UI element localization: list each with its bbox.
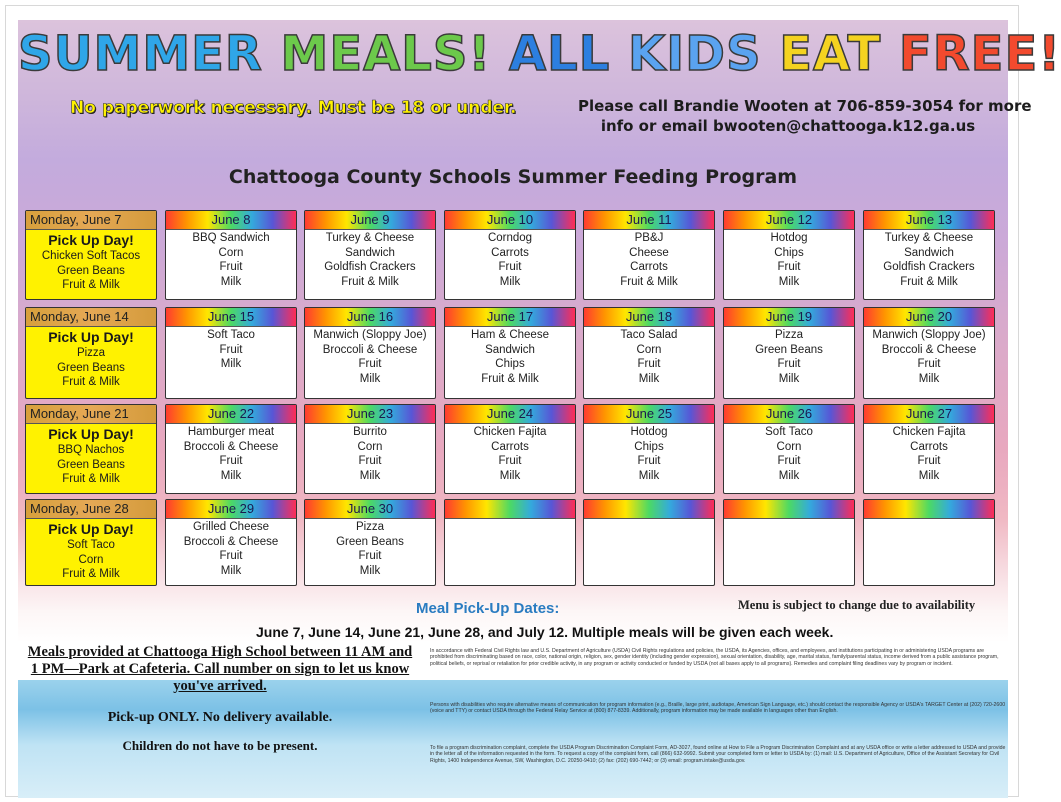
menu-day-cell xyxy=(583,499,715,586)
menu-items xyxy=(26,424,156,487)
pickup-day-cell xyxy=(25,499,157,586)
title-word: KIDS xyxy=(628,26,780,82)
contact-info xyxy=(578,96,1032,136)
menu-item: Fruit xyxy=(358,455,382,467)
menu-item: Milk xyxy=(359,469,381,482)
menu-item: Hotdog xyxy=(630,426,668,438)
menu-item: Fruit xyxy=(219,343,243,356)
menu-day-cell xyxy=(165,404,297,494)
menu-item: Fruit & Milk xyxy=(341,275,399,288)
menu-items xyxy=(584,230,714,289)
menu-item: Fruit & Milk xyxy=(620,275,678,288)
menu-item: Manwich (Sloppy Joe) xyxy=(313,329,427,341)
menu-item: Fruit xyxy=(358,358,382,370)
menu-items xyxy=(166,327,296,372)
no-paperwork-note: No paperwork necessary. Must be 18 or under. xyxy=(70,98,517,118)
menu-item: Milk xyxy=(359,372,381,385)
menu-day-cell xyxy=(444,307,576,399)
pickup-day-cell xyxy=(25,307,157,399)
pickup-day-label: Pick Up Day! xyxy=(48,329,134,345)
menu-day-cell xyxy=(444,404,576,494)
menu-item: Taco Salad xyxy=(620,329,678,341)
menu-day-cell xyxy=(723,404,855,494)
menu-item: Broccoli & Cheese xyxy=(322,343,418,356)
day-header: June 13 xyxy=(864,211,994,230)
pickup-day-label: Pick Up Day! xyxy=(48,426,134,442)
menu-item: Cheese xyxy=(629,246,669,259)
day-header: Monday, June 28 xyxy=(26,500,156,519)
accessibility-statement: Persons with disabilities who require alternative means of communication for program information (e.g., Braille, large print, audiotape, American Sign Language, etc.) should contact the responsible Agency or USDA's TARGET Center at (202) 720-2600 (voice and TTY) or contact USDA through the Federal Relay Service at (800) 877-8339. Additionally, program information may be made available in languages other than English. xyxy=(430,702,1006,715)
menu-items xyxy=(445,327,575,386)
menu-item: Fruit xyxy=(219,261,243,273)
day-header xyxy=(724,500,854,519)
menu-item: Burrito xyxy=(353,426,387,438)
menu-day-cell xyxy=(165,210,297,300)
menu-items xyxy=(864,519,994,520)
menu-item: Hamburger meat xyxy=(187,426,275,438)
menu-item: Milk xyxy=(499,275,521,288)
children-note: Children do not have to be present. xyxy=(122,738,318,753)
day-header: Monday, June 21 xyxy=(26,405,156,424)
day-header xyxy=(445,500,575,519)
day-header xyxy=(584,500,714,519)
menu-items xyxy=(724,327,854,386)
menu-item: Fruit xyxy=(498,455,522,467)
flyer xyxy=(18,20,1061,798)
pickup-day-cell xyxy=(25,404,157,494)
menu-item: Corn xyxy=(357,440,383,453)
day-header: June 8 xyxy=(166,211,296,230)
menu-item: Milk xyxy=(220,358,242,370)
flyer-title xyxy=(18,24,1061,84)
menu-day-cell xyxy=(444,210,576,300)
pickup-only-note: Pick-up ONLY. No delivery available. xyxy=(107,710,333,725)
pickup-dates: June 7, June 14, June 21, June 28, and July 12. Multiple meals will be given each week. xyxy=(256,624,834,640)
menu-item: Soft Taco xyxy=(207,329,255,341)
menu-item: Sandwich xyxy=(485,343,535,356)
menu-item: Broccoli & Cheese xyxy=(183,440,279,453)
menu-items xyxy=(305,424,435,483)
menu-item: Milk xyxy=(499,469,521,482)
complaint-statement: To file a program discrimination complaint, complete the USDA Program Discrimination Complaint Form, AD-3027, found online at How to File a Program Discrimination Complaint and at any USDA office or write a letter addressed to USDA and provide in the letter all of the information requested in the form. To request a copy of the complaint form, call (866) 632-9992. Submit your completed form or letter to USDA by: (1) mail: U.S. Department of Agriculture, Office of the Assistant Secretary for Civil Rights, 1400 Independence Avenue, SW, Washington, D.C. 20250-9410; (2) fax: (202) 690-7442; or (3) email: program.intake@usda.gov. xyxy=(430,745,1006,764)
title-word: EAT xyxy=(779,26,899,82)
menu-item: Soft Taco xyxy=(765,426,813,438)
menu-items xyxy=(305,519,435,578)
menu-items xyxy=(445,230,575,289)
menu-day-cell xyxy=(583,210,715,300)
menu-item: Milk xyxy=(220,275,242,288)
pickup-dates-title: Meal Pick-Up Dates: xyxy=(416,600,560,617)
menu-item: Pizza xyxy=(355,521,385,533)
menu-item: Green Beans xyxy=(57,458,125,471)
menu-day-cell xyxy=(863,307,995,399)
menu-item: Corndog xyxy=(487,232,533,244)
menu-item: Green Beans xyxy=(57,361,125,374)
menu-day-cell xyxy=(863,210,995,300)
title-word: ALL xyxy=(509,26,629,82)
menu-item: Milk xyxy=(778,469,800,482)
day-header: June 10 xyxy=(445,211,575,230)
menu-day-cell xyxy=(723,499,855,586)
menu-day-cell xyxy=(723,307,855,399)
menu-item: Grilled Cheese xyxy=(192,521,270,533)
menu-item: Carrots xyxy=(910,440,948,453)
menu-items xyxy=(724,519,854,520)
menu-item: Carrots xyxy=(491,246,529,259)
day-header: June 9 xyxy=(305,211,435,230)
menu-day-cell xyxy=(304,307,436,399)
day-header xyxy=(864,500,994,519)
menu-day-cell xyxy=(583,404,715,494)
menu-item: Fruit xyxy=(219,550,243,562)
menu-item: Fruit xyxy=(777,455,801,467)
menu-items xyxy=(26,327,156,390)
menu-item: Chips xyxy=(634,440,664,453)
menu-items xyxy=(26,519,156,582)
day-header: June 15 xyxy=(166,308,296,327)
menu-day-cell xyxy=(304,210,436,300)
menu-item: Fruit xyxy=(777,261,801,273)
day-header: June 27 xyxy=(864,405,994,424)
menu-item: Green Beans xyxy=(755,343,823,356)
menu-day-cell xyxy=(723,210,855,300)
menu-item: Goldfish Crackers xyxy=(883,261,975,273)
menu-item: Chips xyxy=(774,246,804,259)
menu-item: Turkey & Cheese xyxy=(325,232,415,244)
menu-day-cell xyxy=(863,499,995,586)
menu-item: Fruit xyxy=(917,455,941,467)
menu-item: Fruit & Milk xyxy=(900,275,958,288)
menu-item: Fruit xyxy=(498,261,522,273)
menu-item: Fruit xyxy=(917,358,941,370)
day-header: June 18 xyxy=(584,308,714,327)
day-header: Monday, June 14 xyxy=(26,308,156,327)
menu-item: Milk xyxy=(220,564,242,577)
menu-items xyxy=(864,230,994,289)
menu-item: Corn xyxy=(218,246,244,259)
menu-item: Corn xyxy=(776,440,802,453)
menu-items xyxy=(166,519,296,578)
menu-item: Milk xyxy=(918,372,940,385)
menu-item: Chicken Soft Tacos xyxy=(41,250,141,262)
contact-line-1: Please call Brandie Wooten at 706-859-3054 for more xyxy=(578,97,1032,115)
menu-item: Carrots xyxy=(491,440,529,453)
menu-item: Milk xyxy=(638,469,660,482)
menu-item: Pizza xyxy=(76,347,106,359)
menu-day-cell xyxy=(444,499,576,586)
pickup-day-cell xyxy=(25,210,157,300)
program-title: Chattooga County Schools Summer Feeding Program xyxy=(228,166,798,188)
menu-items xyxy=(445,519,575,520)
menu-day-cell xyxy=(304,499,436,586)
menu-item: Milk xyxy=(778,275,800,288)
menu-item: Carrots xyxy=(630,261,668,273)
menu-item: Chicken Fajita xyxy=(892,426,966,438)
menu-item: Soft Taco xyxy=(67,539,115,551)
menu-item: Green Beans xyxy=(57,264,125,277)
day-header: June 23 xyxy=(305,405,435,424)
menu-day-cell xyxy=(165,499,297,586)
pickup-day-label: Pick Up Day! xyxy=(48,521,134,537)
menu-item: Goldfish Crackers xyxy=(324,261,416,273)
menu-items xyxy=(305,230,435,289)
menu-items xyxy=(584,424,714,483)
menu-day-cell xyxy=(304,404,436,494)
menu-item: Milk xyxy=(638,372,660,385)
menu-items xyxy=(724,424,854,483)
menu-item: Milk xyxy=(359,564,381,577)
menu-items xyxy=(724,230,854,289)
menu-item: Fruit & Milk xyxy=(62,279,120,291)
document-page xyxy=(6,6,1061,796)
menu-item: Green Beans xyxy=(336,535,404,548)
menu-item: Fruit xyxy=(219,455,243,467)
day-header: June 22 xyxy=(166,405,296,424)
menu-item: Broccoli & Cheese xyxy=(881,343,977,356)
nondiscrimination-statement: In accordance with Federal Civil Rights law and U.S. Department of Agriculture (USDA) Civil Rights regulations and policies, the USDA, its Agencies, offices, and employees, and institutions participating in or administering USDA programs are prohibited from discriminating based on race, color, national origin, religion, sex, gender identity (including gender expression), sexual orientation, disability, age, marital status, family/parental status, income derived from a public assistance program, political beliefs, or reprisal or retaliation for prior credible activity, in any program or activity conducted or funded by USDA (not all bases apply to all programs). Remedies and complaint filing deadlines vary by program or incident. xyxy=(430,648,999,667)
menu-item: BBQ Sandwich xyxy=(192,232,270,244)
menu-item: Fruit xyxy=(637,358,661,370)
menu-item: Corn xyxy=(636,343,662,356)
menu-item: Broccoli & Cheese xyxy=(183,535,279,548)
day-header: June 29 xyxy=(166,500,296,519)
menu-item: Milk xyxy=(918,469,940,482)
menu-items xyxy=(584,327,714,386)
menu-items xyxy=(166,230,296,289)
menu-item: Sandwich xyxy=(345,246,395,259)
menu-item: Fruit xyxy=(358,550,382,562)
day-header: Monday, June 7 xyxy=(26,211,156,230)
day-header: June 17 xyxy=(445,308,575,327)
menu-item: Fruit xyxy=(637,455,661,467)
menu-item: Corn xyxy=(78,553,104,566)
day-header: June 25 xyxy=(584,405,714,424)
menu-item: Sandwich xyxy=(904,246,954,259)
menu-item: Milk xyxy=(220,469,242,482)
menu-item: Chicken Fajita xyxy=(473,426,547,438)
meals-location: Meals provided at Chattooga High School between 11 AM and 1 PM—Park at Cafeteria. Call number on sign to let us know you've arrived. xyxy=(27,644,413,694)
menu-item: Manwich (Sloppy Joe) xyxy=(872,329,986,341)
title-word: SUMMER xyxy=(18,26,281,82)
menu-items xyxy=(166,424,296,483)
contact-line-2: info or email bwooten@chattooga.k12.ga.us xyxy=(600,117,976,135)
menu-item: BBQ Nachos xyxy=(57,444,125,456)
menu-item: Fruit & Milk xyxy=(62,376,120,388)
day-header: June 16 xyxy=(305,308,435,327)
menu-item: PB&J xyxy=(634,232,664,244)
title-word: MEALS! xyxy=(280,26,510,82)
day-header: June 11 xyxy=(584,211,714,230)
menu-item: Fruit xyxy=(777,358,801,370)
menu-items xyxy=(305,327,435,386)
menu-item: Turkey & Cheese xyxy=(884,232,974,244)
menu-item: Fruit & Milk xyxy=(481,372,539,385)
menu-items xyxy=(864,327,994,386)
day-header: June 20 xyxy=(864,308,994,327)
menu-item: Fruit & Milk xyxy=(62,568,120,580)
menu-item: Milk xyxy=(778,372,800,385)
day-header: June 26 xyxy=(724,405,854,424)
menu-item: Fruit & Milk xyxy=(62,473,120,485)
menu-item: Hotdog xyxy=(770,232,808,244)
menu-day-cell xyxy=(583,307,715,399)
menu-items xyxy=(864,424,994,483)
menu-items xyxy=(26,230,156,293)
title-word: FREE! xyxy=(898,26,1061,82)
menu-day-cell xyxy=(863,404,995,494)
menu-items xyxy=(445,424,575,483)
day-header: June 19 xyxy=(724,308,854,327)
menu-item: Ham & Cheese xyxy=(471,329,549,341)
menu-items xyxy=(584,519,714,520)
day-header: June 30 xyxy=(305,500,435,519)
day-header: June 12 xyxy=(724,211,854,230)
menu-item: Pizza xyxy=(774,329,804,341)
menu-subject-note: Menu is subject to change due to availability xyxy=(738,598,976,612)
menu-day-cell xyxy=(165,307,297,399)
pickup-day-label: Pick Up Day! xyxy=(48,232,134,248)
menu-item: Chips xyxy=(495,358,525,370)
day-header: June 24 xyxy=(445,405,575,424)
